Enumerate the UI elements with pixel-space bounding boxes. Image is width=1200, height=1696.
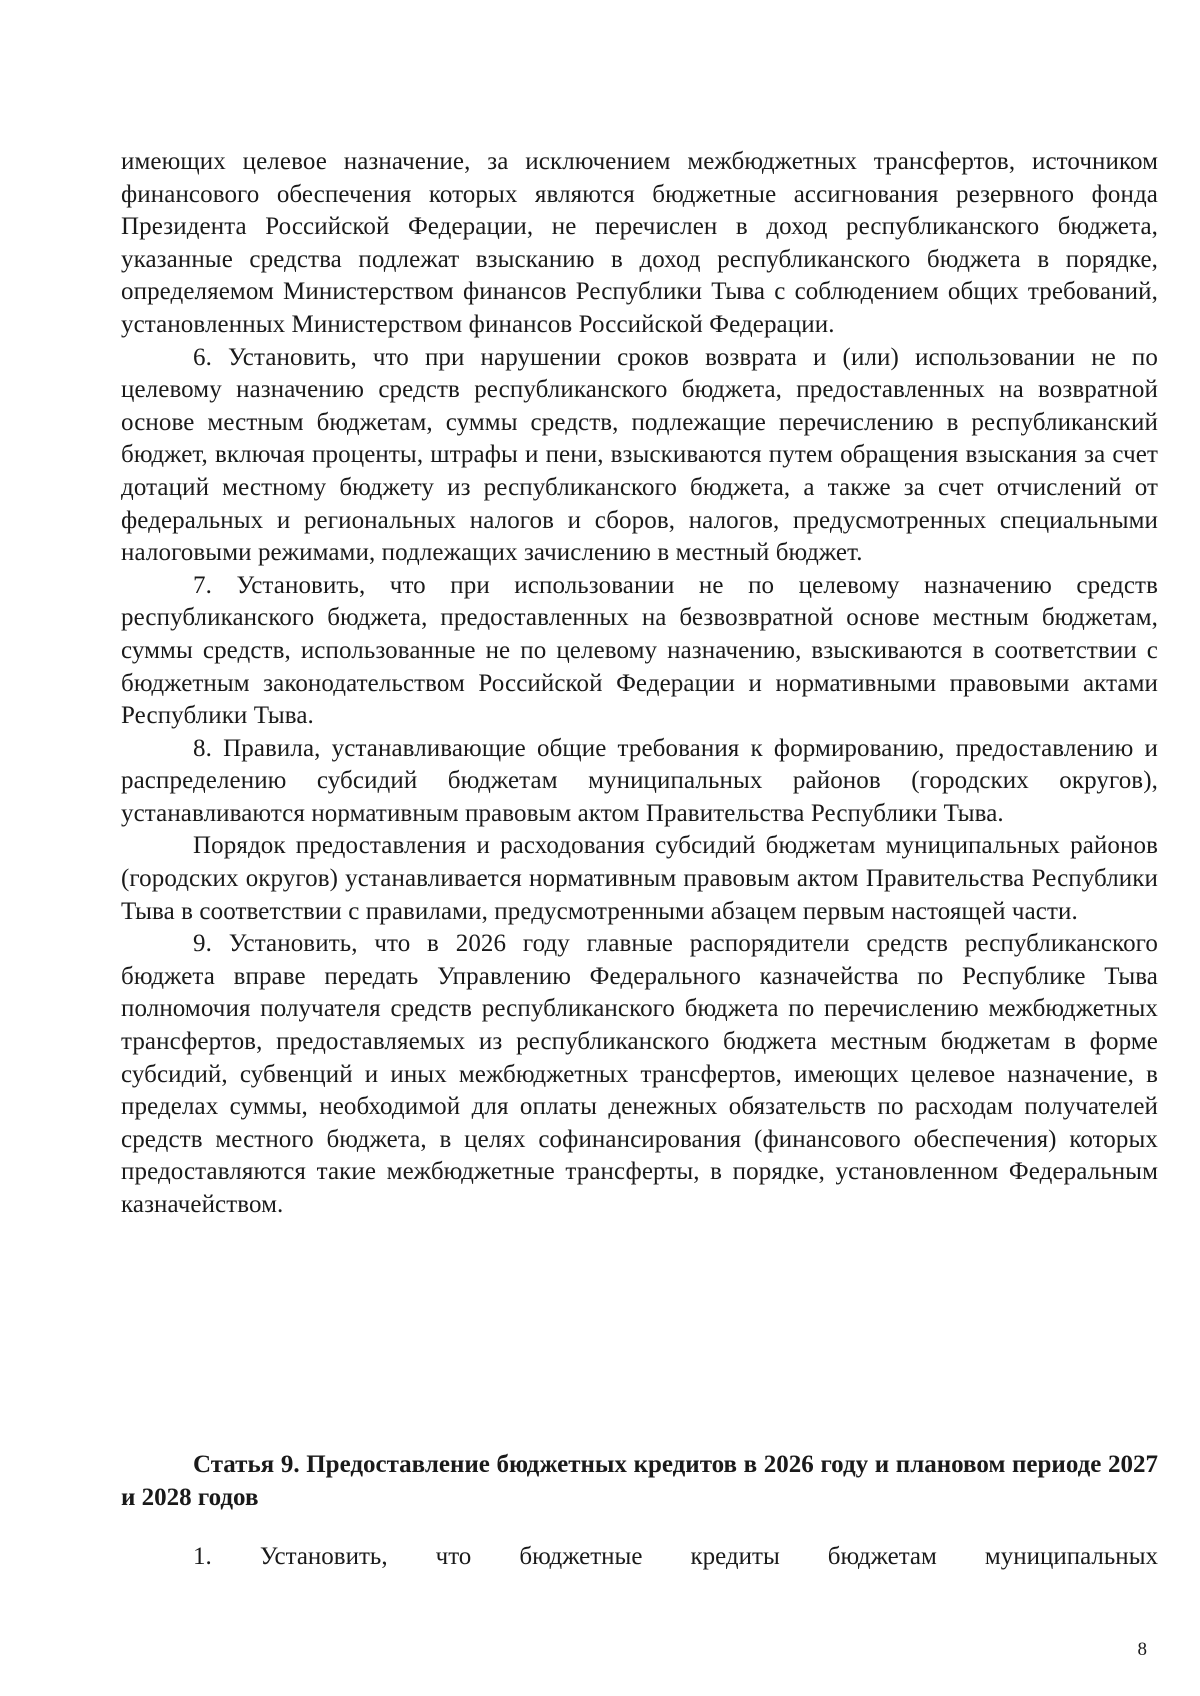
page-number: 8	[1137, 1639, 1147, 1660]
paragraph-item-8: 8. Правила, устанавливающие общие требования к формированию, предоставлению и распределению субсидий бюджетам муниципальных районов (городских округов), устанавливаются нормативным правовым актом Правительства Республики Тыва.	[121, 734, 1158, 827]
paragraph-continuation: имеющих целевое назначение, за исключением межбюджетных трансфертов, источником финансового обеспечения которых являются бюджетные ассигнования резервного фонда Президента Российской Федерации, не перечислен в доход республиканского бюджета, указанные средства подлежат взысканию в доход республиканского бюджета в порядке, определяемом Министерством финансов Республики Тыва с соблюдением общих требований, установленных Министерством финансов Российской Федерации.	[121, 148, 1158, 338]
paragraph-item-6: 6. Установить, что при нарушении сроков возврата и (или) использовании не по целевому назначению средств республиканского бюджета, предоставленных на возвратной основе местным бюджетам, суммы средств, подлежащие перечислению в республиканский бюджет, включая проценты, штрафы и пени, взыскиваются путем обращения взыскания за счет дотаций местному бюджету из республиканского бюджета, а также за счет отчислений от федеральных и региональных налогов и сборов, налогов, предусмотренных специальными налоговыми режимами, подлежащих зачислению в местный бюджет.	[121, 343, 1158, 567]
paragraph-item-8-order: Порядок предоставления и расходования субсидий бюджетам муниципальных районов (городских округов) устанавливается нормативным правовым актом Правительства Республики Тыва в соответствии с правилами, предусмотренными абзацем первым настоящей части.	[121, 832, 1158, 925]
body-text	[121, 146, 1158, 1222]
article-heading: Статья 9. Предоставление бюджетных кредитов в 2026 году и плановом периоде 2027 и 2028 годов	[121, 1451, 1158, 1511]
article-first-line: 1. Установить, что бюджетные кредиты бюджетам муниципальных	[193, 1543, 1158, 1570]
paragraph-item-7: 7. Установить, что при использовании не по целевому назначению средств республиканского бюджета, предоставленных на безвозвратной основе местным бюджетам, суммы средств, использованные не по целевому назначению, взыскиваются в соответствии с бюджетным законодательством Российской Федерации и нормативными правовыми актами Республики Тыва.	[121, 571, 1158, 730]
paragraph-item-9: 9. Установить, что в 2026 году главные распорядители средств республиканского бюджета вправе передать Управлению Федерального казначейства по Республике Тыва полномочия получателя средств республиканского бюджета по перечислению межбюджетных трансфертов, предоставляемых из республиканского бюджета местным бюджетам в форме субсидий, субвенций и иных межбюджетных трансфертов, имеющих целевое назначение, в пределах суммы, необходимой для оплаты денежных обязательств по расходам получателей средств местного бюджета, в целях софинансирования (финансового обеспечения) которых предоставляются такие межбюджетные трансферты, в порядке, установленном Федеральным казначейством.	[121, 930, 1158, 1218]
